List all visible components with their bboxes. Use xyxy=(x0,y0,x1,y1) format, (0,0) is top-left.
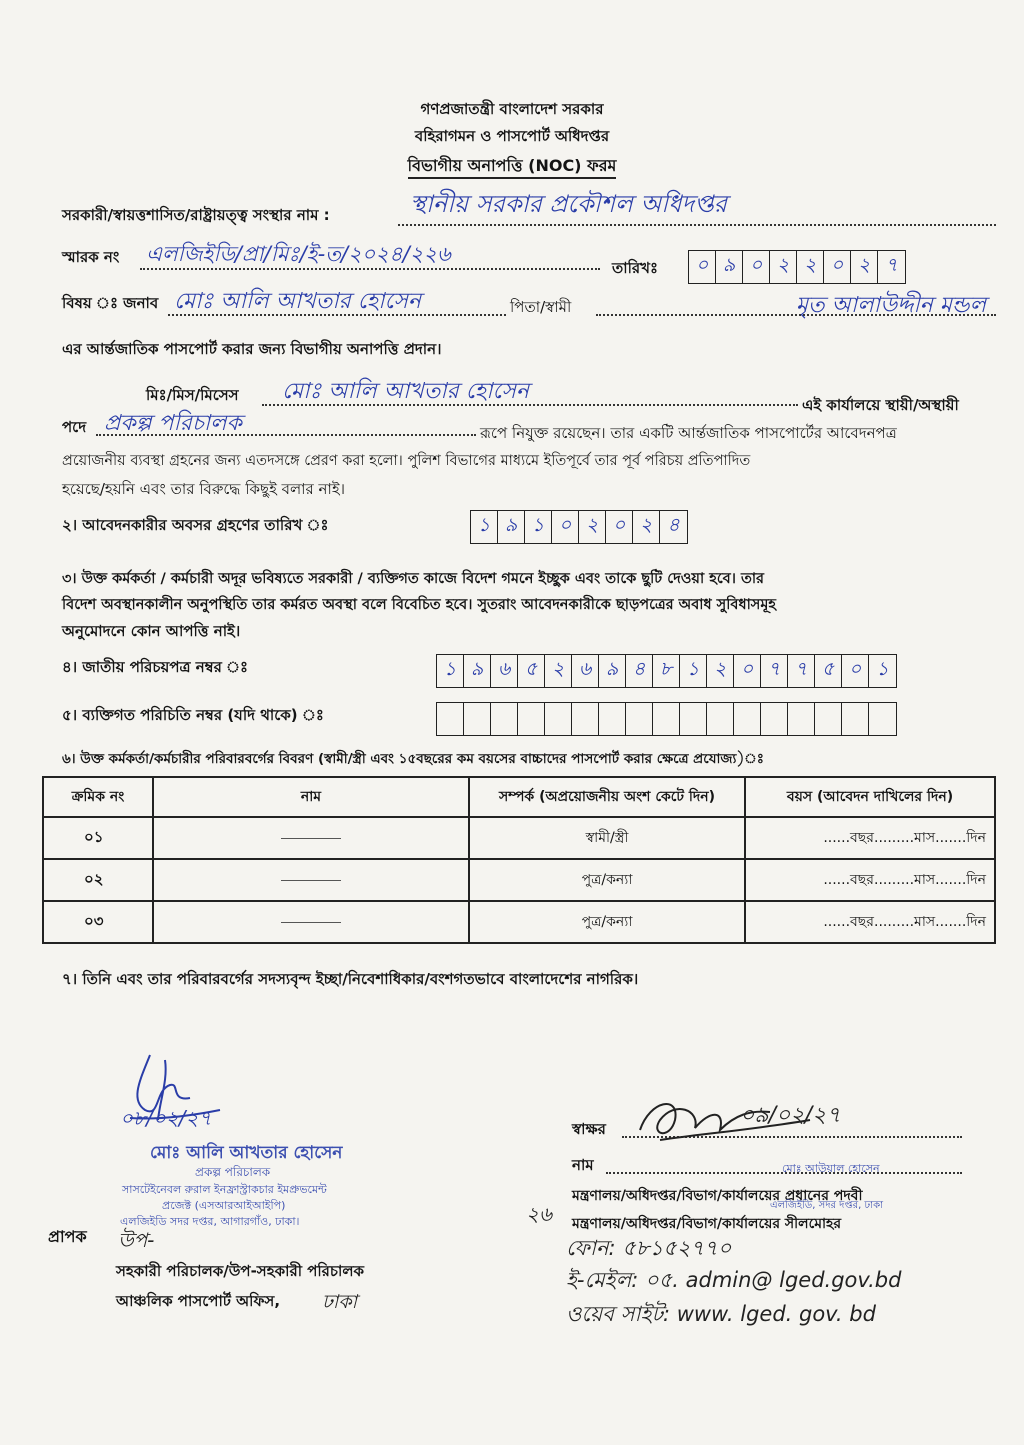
nid-label: ৪। জাতীয় পরিচয়পত্র নম্বর ঃ xyxy=(62,658,249,676)
personal-id-digit-box xyxy=(734,703,761,735)
office-status-text: এই কার্যালয়ে স্থায়ী/অস্থায়ী xyxy=(802,396,959,414)
name-label: নাম xyxy=(572,1156,594,1174)
nid-digit-box: ২ xyxy=(707,655,734,687)
personal-id-digit-box xyxy=(815,703,842,735)
personal-id-digit-box xyxy=(788,703,815,735)
family-table xyxy=(42,776,996,944)
col-relation: সম্পর্ক (অপ্রয়োজনীয় অংশ কেটে দিন) xyxy=(469,777,745,817)
retirement-digit-box: ৪ xyxy=(667,514,680,536)
personal-id-digit-box xyxy=(437,703,464,735)
nid-digit-box: ৭ xyxy=(761,655,788,687)
row-name xyxy=(153,859,469,901)
nid-digit-box: ০ xyxy=(734,655,761,687)
retirement-date-boxes xyxy=(470,510,688,544)
nid-digit-box: ২ xyxy=(545,655,572,687)
retirement-digit-box: ১ xyxy=(471,511,498,543)
personal-id-boxes xyxy=(436,702,897,736)
row-name xyxy=(153,901,469,943)
personal-id-digit-box xyxy=(869,703,896,735)
website-handwritten: ওয়েব সাইট: www. lged. gov. bd xyxy=(566,1302,876,1326)
row-relation: পুত্র/কন্যা xyxy=(469,901,745,943)
nid-digit-box: ১ xyxy=(437,655,464,687)
personal-id-digit-box xyxy=(491,703,518,735)
seal-hand-prefix: ২৬ xyxy=(526,1202,553,1226)
date-label: তারিখঃ xyxy=(612,259,658,277)
personal-id-digit-box xyxy=(680,703,707,735)
nid-digit-box: ৬ xyxy=(491,655,518,687)
recipient-line2: আঞ্চলিক পাসপোর্ট অফিস, xyxy=(116,1292,281,1310)
item3-line3: অনুমোদনে কোন আপত্তি নাই। xyxy=(62,622,241,640)
left-stamp-project-line1: সাসটেইনেবল রুরাল ইনফ্রাস্ট্রাকচার ইমপ্রুভমেন্ট xyxy=(122,1183,327,1196)
personal-id-digit-box xyxy=(842,703,869,735)
col-age: বয়স (আবেদন দাখিলের দিন) xyxy=(745,777,995,817)
date-digit-box: ৭ xyxy=(885,254,898,276)
row-age: ......বছর.........মাস.......দিন xyxy=(745,901,995,943)
personal-id-label: ৫। ব্যক্তিগত পরিচিতি নম্বর (যদি থাকে) ঃ xyxy=(62,706,324,724)
personal-id-digit-box xyxy=(572,703,599,735)
nid-boxes xyxy=(436,654,897,688)
table-row xyxy=(43,859,995,901)
para1-line2: রূপে নিযুক্ত রয়েছেন। তার একটি আর্ন্তজাতিক পাসপোর্টের আবেদনপত্র xyxy=(480,424,897,442)
right-stamp-name: মোঃ আউয়াল হোসেন xyxy=(782,1162,880,1175)
salutation-label: মিঃ/মিস/মিসেস xyxy=(146,386,239,404)
family-label: ৬। উক্ত কর্মকর্তা/কর্মচারীর পরিবারবর্গের বিবরণ (স্বামী/স্ত্রী এবং ১৫বছরের কম বয়সের বাচ্চাদের পাসপোর্ট করার ক্ষেত্রে প্রযোজ্য)ঃ xyxy=(62,751,764,767)
nid-digit-box: ৮ xyxy=(653,655,680,687)
nid-digit-box: ১ xyxy=(876,658,889,680)
table-row xyxy=(43,817,995,859)
row-age: ......বছর.........মাস.......দিন xyxy=(745,817,995,859)
date-digit-box: ৯ xyxy=(716,251,743,283)
date-digit-box: ০ xyxy=(689,251,716,283)
citizenship-statement: ৭। তিনি এবং তার পরিবারবর্গের সদস্যবৃন্দ ইচ্ছা/নিবেশাধিকার/বংশগতভাবে বাংলাদেশের নাগরিক। xyxy=(62,970,639,988)
nid-digit-box: ৬ xyxy=(572,655,599,687)
row-relation: পুত্র/কন্যা xyxy=(469,859,745,901)
row-name xyxy=(153,817,469,859)
nid-digit-box: ৯ xyxy=(599,655,626,687)
left-stamp-title: প্রকল্প পরিচালক xyxy=(195,1165,271,1179)
personal-id-digit-box xyxy=(518,703,545,735)
left-stamp-office: এলজিইডি সদর দপ্তর, আগারগাঁও, ঢাকা। xyxy=(120,1215,300,1228)
para1-name-handwritten: মোঃ আলি আখতার হোসেন xyxy=(282,379,530,404)
nid-digit-box: ৫ xyxy=(815,655,842,687)
org-handwritten-value: স্থানীয় সরকার প্রকৌশল অধিদপ্তর xyxy=(410,190,728,218)
left-stamp-name: মোঃ আলি আখতার হোসেন xyxy=(150,1143,343,1163)
memo-handwritten-value: এলজিইডি/প্রা/মিঃ/ই-ত/২০২৪/২২৬ xyxy=(146,242,451,266)
retirement-digit-box: ২ xyxy=(633,511,660,543)
col-serial: ক্রমিক নং xyxy=(43,777,153,817)
retirement-digit-box: ১ xyxy=(525,511,552,543)
col-name: নাম xyxy=(153,777,469,817)
father-label: পিতা/স্বামী xyxy=(510,298,572,316)
retirement-digit-box: ২ xyxy=(579,511,606,543)
nid-digit-box: ৯ xyxy=(464,655,491,687)
retirement-digit-box: ৯ xyxy=(498,511,525,543)
para1-line3: প্রয়োজনীয় ব্যবস্থা গ্রহনের জন্য এতদসঙ্গে প্রেরণ করা হলো। পুলিশ বিভাগের মাধ্যমে ইতিপূর্বে তার পূর্ব পরিচয় প্রতিপাদিত xyxy=(62,453,751,469)
nid-digit-box: ৪ xyxy=(626,655,653,687)
left-signature-date: ০৮/০২/২৭ xyxy=(120,1106,212,1130)
date-digit-box: ২ xyxy=(770,251,797,283)
personal-id-digit-box xyxy=(545,703,572,735)
nid-digit-box: ১ xyxy=(680,655,707,687)
date-boxes xyxy=(688,250,906,284)
seal-stamp-text: এলজিইডি, সদর দপ্তর, ঢাকা xyxy=(770,1200,883,1211)
date-digit-box: ০ xyxy=(824,251,851,283)
personal-id-digit-box xyxy=(707,703,734,735)
post-label: পদে xyxy=(62,418,87,436)
nid-digit-box: ০ xyxy=(842,655,869,687)
org-label: সরকারী/স্বায়ত্তশাসিত/রাষ্ট্রায়ত্ত্ব সংস্থার নাম : xyxy=(62,206,330,224)
memo-label: স্মারক নং xyxy=(62,248,120,266)
nid-digit-box: ৫ xyxy=(518,655,545,687)
right-signature-date: ০৯/০২/২৭ xyxy=(740,1103,841,1128)
phone-handwritten: ফোন: ৫৮১৫২৭৭০ xyxy=(566,1236,732,1260)
row-relation: স্বামী/স্ত্রী xyxy=(469,817,745,859)
personal-id-digit-box xyxy=(464,703,491,735)
item3-line2: বিদেশ অবস্থানকালীন অনুপস্থিতি তার কর্মরত অবস্থা বলে বিবেচিত হবে। সুতরাং আবেদনকারীকে ছাড়পত্রের অবাধ সুবিধাসমূহ xyxy=(62,597,777,613)
recipient-label: প্রাপক xyxy=(48,1227,87,1246)
designation-label: মন্ত্রণালয়/অধিদপ্তর/বিভাগ/কার্যালয়ের প্রধানের পদবী xyxy=(572,1188,863,1204)
subject-line2: এর আর্ন্তজাতিক পাসপোর্ট করার জন্য বিভাগীয় অনাপত্তি প্রদান। xyxy=(62,340,442,358)
row-age: ......বছর.........মাস.......দিন xyxy=(745,859,995,901)
father-name-handwritten: মৃত আলাউদ্দীন মন্ডল xyxy=(795,293,986,318)
retirement-digit-box: ০ xyxy=(552,511,579,543)
left-stamp-project-line2: প্রজেক্ট (এসআরআইআইপি) xyxy=(162,1199,286,1212)
personal-id-digit-box xyxy=(761,703,788,735)
recipient-city-handwritten: ঢাকা xyxy=(322,1291,358,1313)
recipient-line1: সহকারী পরিচালক/উপ-সহকারী পরিচালক xyxy=(116,1262,365,1280)
retirement-date-label: ২। আবেদনকারীর অবসর গ্রহণের তারিখ ঃ xyxy=(62,516,329,534)
recipient-handwritten: উপ- xyxy=(118,1228,155,1252)
date-digit-box: ২ xyxy=(797,251,824,283)
personal-id-digit-box xyxy=(599,703,626,735)
row-serial: ০১ xyxy=(43,817,153,859)
nid-digit-box: ৭ xyxy=(788,655,815,687)
subject-label: বিষয় ঃ জনাব xyxy=(62,294,159,312)
personal-id-digit-box xyxy=(653,703,680,735)
government-heading: গণপ্রজাতন্ত্রী বাংলাদেশ সরকার xyxy=(420,100,604,118)
signature-label: স্বাক্ষর xyxy=(572,1120,606,1138)
applicant-name-handwritten: মোঃ আলি আখতার হোসেন xyxy=(174,289,422,314)
row-serial: ০৩ xyxy=(43,901,153,943)
retirement-digit-box: ০ xyxy=(606,511,633,543)
para1-line4: হয়েছে/হয়নি এবং তার বিরুদ্ধে কিছুই বলার নাই। xyxy=(62,480,346,498)
post-handwritten: প্রকল্প পরিচালক xyxy=(104,411,242,436)
email-handwritten: ই-মেইল: ০৫. admin@ lged.gov.bd xyxy=(566,1268,902,1292)
department-heading: বহিরাগমন ও পাসপোর্ট অধিদপ্তর xyxy=(414,127,610,145)
row-serial: ০২ xyxy=(43,859,153,901)
seal-label: মন্ত্রণালয়/অধিদপ্তর/বিভাগ/কার্যালয়ের সীলমোহর xyxy=(572,1216,842,1232)
form-title: বিভাগীয় অনাপত্তি (NOC) ফরম xyxy=(0,153,1024,180)
table-row xyxy=(43,901,995,943)
item3-line1: ৩। উক্ত কর্মকর্তা / কর্মচারী অদূর ভবিষ্যতে সরকারী / ব্যক্তিগত কাজে বিদেশ গমনে ইচ্ছুক এবং তাকে ছুটি দেওয়া হবে। তার xyxy=(62,571,765,587)
date-digit-box: ০ xyxy=(743,251,770,283)
personal-id-digit-box xyxy=(626,703,653,735)
date-digit-box: ২ xyxy=(851,251,878,283)
